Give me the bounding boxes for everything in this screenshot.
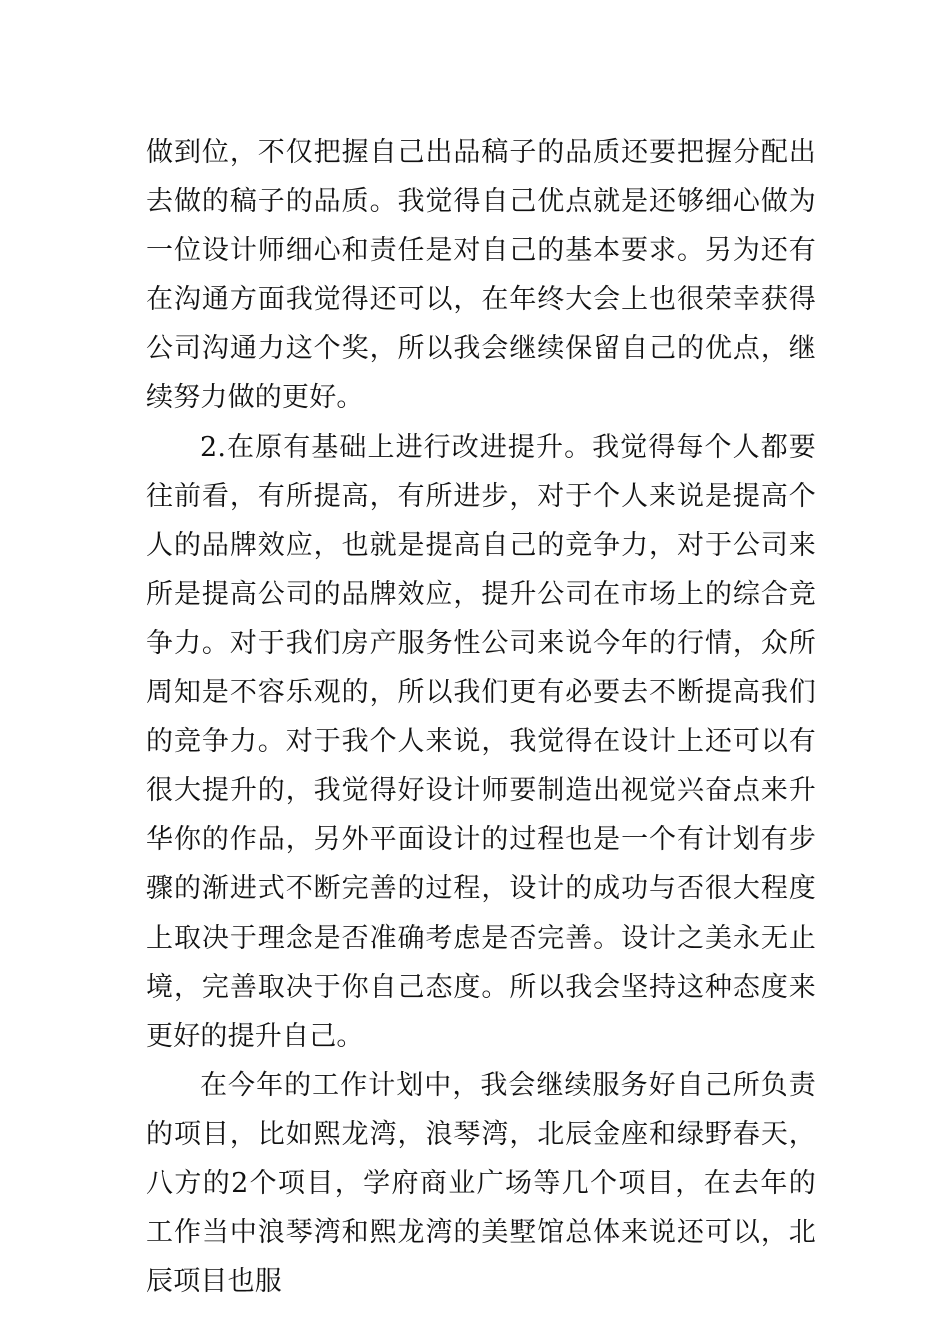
paragraph-1: 做到位，不仅把握自己出品稿子的品质还要把握分配出去做的稿子的品质。我觉得自己优点就是还够细心做为一位设计师细心和责任是对自己的基本要求。另为还有在沟通方面我觉得还可以，在年终大会上也很荣幸获得公司沟通力这个奖，所以我会继续保留自己的优点，继续努力做的更好。 — [146, 137, 816, 414]
paragraph-2: 2.在原有基础上进行改进提升。我觉得每个人都要往前看，有所提高，有所进步，对于个人来说是提高个人的品牌效应，也就是提高自己的竞争力，对于公司来所是提高公司的品牌效应，提升公司在市场上的综合竞争力。对于我们房产服务性公司来说今年的行情，众所周知是不容乐观的，所以我们更有必要去不断提高我们的竞争力。对于我个人来说，我觉得在设计上还可以有很大提升的，我觉得好设计师要制造出视觉兴奋点来升华你的作品，另外平面设计的过程也是一个有计划有步骤的渐进式不断完善的过程，设计的成功与否很大程度上取决于理念是否准确考虑是否完善。设计之美永无止境，完善取决于你自己态度。所以我会坚持这种态度来更好的提升自己。 — [146, 431, 816, 1052]
document-page — [146, 128, 816, 1306]
paragraph-3: 在今年的工作计划中，我会继续服务好自己所负责的项目，比如熙龙湾，浪琴湾，北辰金座和绿野春天，八方的2个项目，学府商业广场等几个项目，在去年的工作当中浪琴湾和熙龙湾的美墅馆总体来说还可以，北辰项目也服 — [146, 1069, 816, 1298]
